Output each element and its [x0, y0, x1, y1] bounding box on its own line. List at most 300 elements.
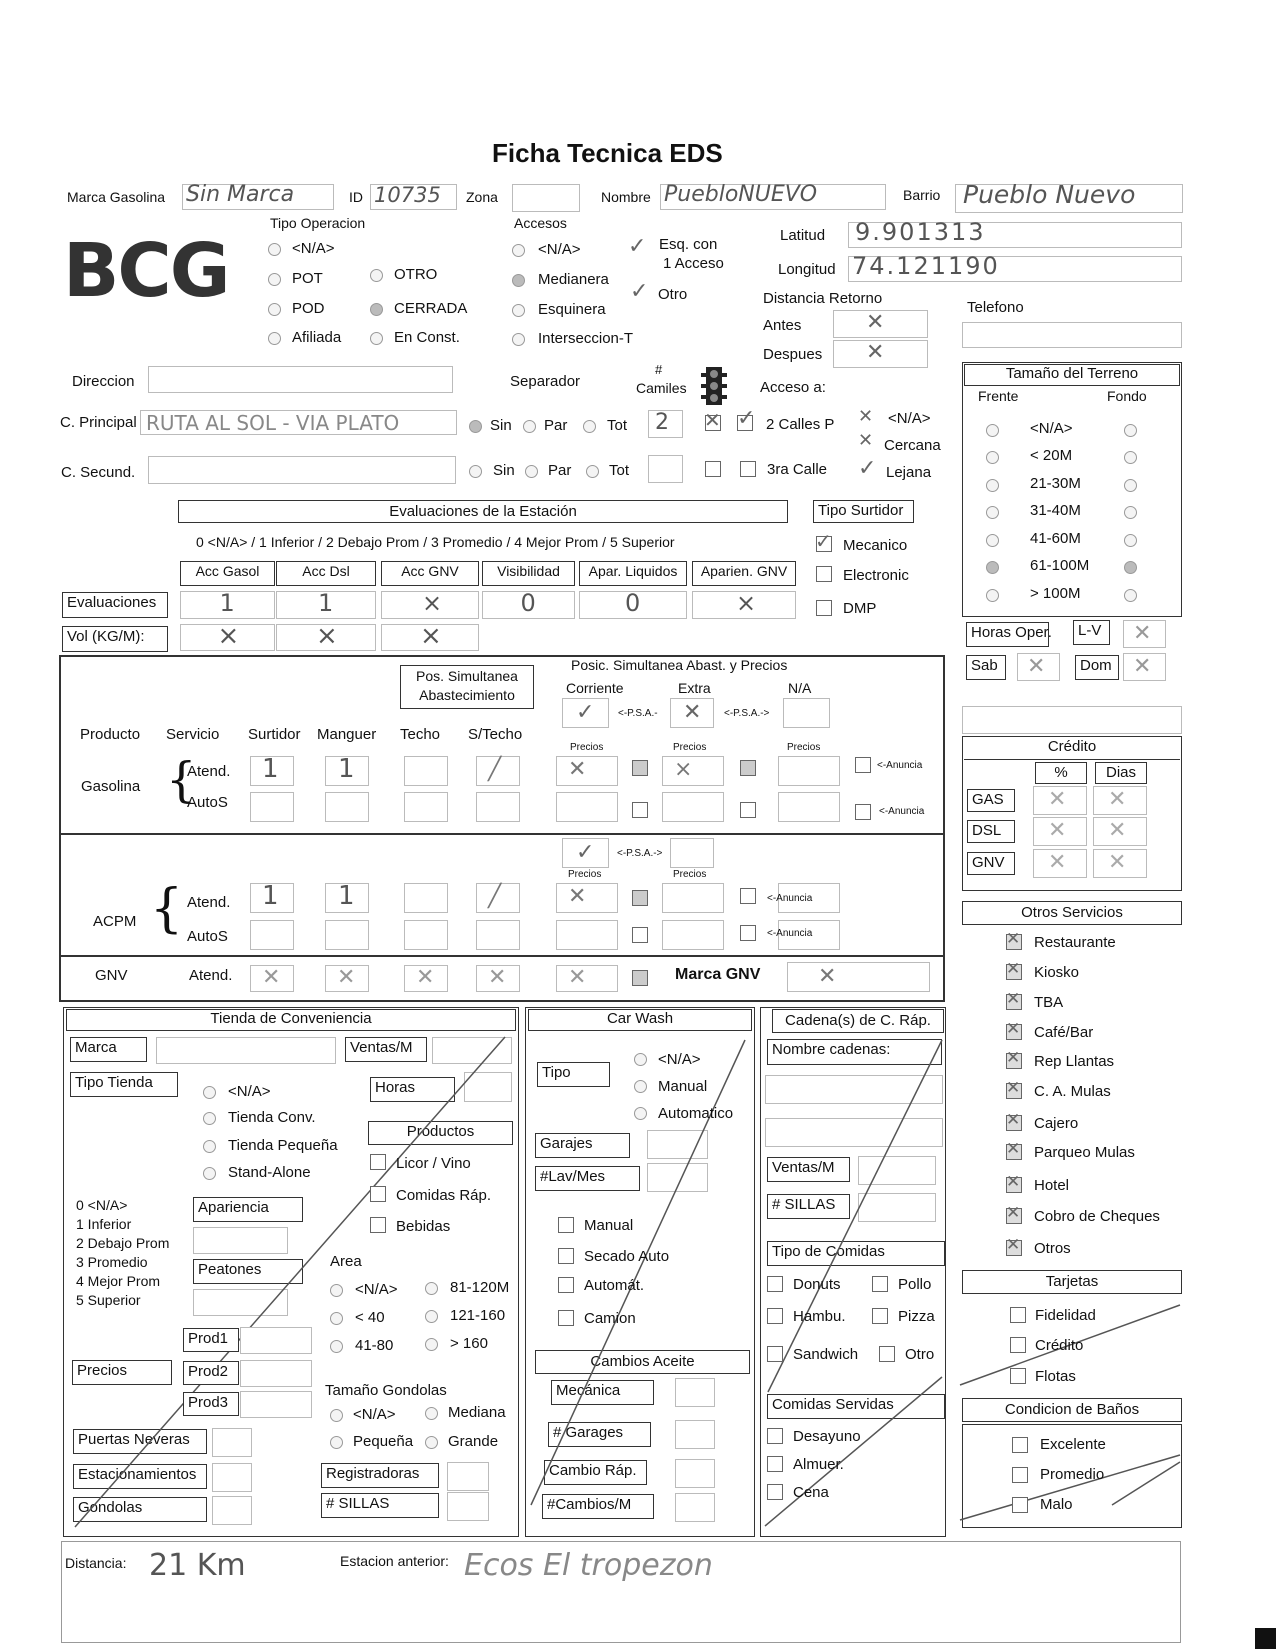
otros-label-5: C. A. Mulas	[1034, 1083, 1111, 1100]
otros-label-6: Cajero	[1034, 1115, 1079, 1132]
cprincipal-tot-value: 2	[655, 410, 669, 435]
banos-title: Condicion de Baños	[962, 1398, 1182, 1422]
dos-calles-mark: ✓	[737, 406, 756, 431]
comida-chk-4[interactable]	[767, 1346, 783, 1362]
tienda-tipo-radio-3[interactable]	[203, 1167, 216, 1180]
cadena-ventas-label: Ventas/M	[767, 1157, 850, 1182]
tipo-op-otro-label: OTRO	[394, 266, 438, 283]
gnv-x-4: ✕	[568, 965, 587, 990]
tienda-prod-label-1: Comidas Ráp.	[396, 1187, 492, 1204]
acpm-precios-2: Precios	[673, 869, 707, 880]
acpm-autos-anuncia-chk[interactable]	[740, 925, 756, 941]
eval-value-1: 1	[318, 589, 334, 617]
gnv-chk[interactable]	[632, 970, 648, 986]
acpm-autos-field-5[interactable]	[662, 920, 724, 950]
terreno-frente-radio-0[interactable]	[986, 424, 999, 437]
tienda-scale-3: 3 Promedio	[76, 1254, 148, 1270]
terreno-frente-radio-5[interactable]	[986, 561, 999, 574]
zona-label: Zona	[466, 189, 498, 205]
tienda-prod-chk-0[interactable]	[370, 1154, 386, 1170]
area-label-5: > 160	[450, 1335, 488, 1352]
eval-col-1: Acc Dsl	[276, 561, 376, 586]
terreno-fondo-radio-4[interactable]	[1124, 534, 1137, 547]
antes-label: Antes	[763, 317, 802, 334]
acpm-autos-anuncia: <-Anuncia	[767, 928, 813, 939]
gond-radio-1[interactable]	[425, 1407, 438, 1420]
gas-autos-field-6[interactable]	[778, 792, 840, 822]
serv-col-3: Manguer	[317, 726, 377, 743]
tipo-comidas-label: Tipo de Comidas	[767, 1241, 945, 1266]
comida-label-3: Pizza	[898, 1308, 935, 1325]
gas-precios-3: Precios	[787, 742, 821, 753]
cw-tipo-radio-2[interactable]	[634, 1107, 647, 1120]
area-radio-1[interactable]	[330, 1312, 343, 1325]
psa-corriente-mark: ✓	[576, 700, 595, 725]
gond-radio-0[interactable]	[330, 1409, 343, 1422]
eval-col-0: Acc Gasol	[180, 561, 275, 586]
otros-mark-0: ✕	[1006, 929, 1021, 949]
acpm-surt-val: 1	[262, 881, 279, 911]
extra-label: Extra	[678, 680, 711, 696]
otros-mark-8: ✕	[1006, 1172, 1021, 1192]
longitud-label: Longitud	[778, 261, 836, 278]
servida-label-0: Desayuno	[793, 1428, 861, 1445]
evaluaciones-scale: 0 <N/A> / 1 Inferior / 2 Debajo Prom / 3 Promedio / 4 Mejor Prom / 5 Superior	[196, 534, 675, 550]
carwash-title: Car Wash	[528, 1009, 752, 1031]
area-radio-4[interactable]	[425, 1310, 438, 1323]
serv-col-4: Techo	[400, 726, 441, 743]
banos-label-1: Promedio	[1040, 1466, 1105, 1483]
acpm-autos-field-2[interactable]	[404, 920, 448, 950]
tarjetas-title: Tarjetas	[962, 1270, 1182, 1294]
otros-mark-4: ✕	[1006, 1048, 1021, 1068]
servida-chk-2[interactable]	[767, 1484, 783, 1500]
comida-label-5: Otro	[905, 1346, 935, 1363]
terreno-fondo-radio-5[interactable]	[1124, 561, 1137, 574]
cw-tipo-label-0: <N/A>	[658, 1051, 701, 1068]
distancia-value: 21 Km	[149, 1548, 246, 1583]
comida-label-1: Pollo	[898, 1276, 932, 1293]
posic-title: Posic. Simultanea Abast. y Precios	[571, 657, 788, 673]
corriente-label: Corriente	[566, 680, 624, 696]
tienda-productos-label: Productos	[368, 1121, 513, 1145]
acpm-brace: {	[150, 879, 184, 939]
acpm-autos-field-1[interactable]	[325, 920, 369, 950]
gas-precios-1: Precios	[570, 742, 604, 753]
comida-label-4: Sandwich	[793, 1346, 859, 1363]
bcg-logo: BCG	[63, 228, 229, 314]
cw-item-chk-1[interactable]	[558, 1248, 574, 1264]
cw-item-chk-2[interactable]	[558, 1277, 574, 1293]
tienda-scale-5: 5 Superior	[76, 1292, 141, 1308]
gasolina-label: Gasolina	[81, 778, 141, 795]
acceso-a-label: Acceso a:	[760, 379, 826, 396]
strike-line-3	[768, 1040, 942, 1392]
area-radio-0[interactable]	[330, 1284, 343, 1297]
tarjetas-check-2[interactable]	[1010, 1368, 1026, 1384]
surtidor-mecanico-label: Mecanico	[843, 537, 908, 554]
longitud-value: 74.121190	[852, 252, 1000, 280]
otros-label-7: Parqueo Mulas	[1034, 1144, 1135, 1161]
despues-x-mark: ✕	[866, 340, 885, 365]
comida-chk-2[interactable]	[767, 1308, 783, 1324]
eval-col-4: Apar. Liquidos	[579, 561, 687, 586]
comida-chk-1[interactable]	[872, 1276, 888, 1292]
tienda-tipo-label-2: Tienda Pequeña	[228, 1137, 338, 1154]
otros-label-9: Cobro de Cheques	[1034, 1208, 1160, 1225]
servida-chk-0[interactable]	[767, 1428, 783, 1444]
acpm-atend-anuncia: <-Anuncia	[767, 893, 813, 904]
acpm-autos-chk[interactable]	[632, 927, 648, 943]
acceso-interseccion-label: Interseccion-T	[538, 330, 634, 347]
tienda-prod-box-1: Prod2	[183, 1361, 239, 1385]
comida-label-0: Donuts	[793, 1276, 841, 1293]
terreno-option-3: 31-40M	[1030, 502, 1081, 519]
servida-chk-1[interactable]	[767, 1456, 783, 1472]
area-label-1: < 40	[355, 1309, 385, 1326]
gas-autos-field-5[interactable]	[662, 792, 724, 822]
comida-chk-5[interactable]	[879, 1346, 895, 1362]
terreno-option-6: > 100M	[1030, 585, 1081, 602]
comida-chk-3[interactable]	[872, 1308, 888, 1324]
banos-check-2[interactable]	[1012, 1497, 1028, 1513]
gas-atend-mark-3: ╱	[488, 757, 502, 782]
otros-mark-1: ✕	[1006, 959, 1021, 979]
marca-value: Sin Marca	[186, 182, 295, 207]
gasolina-atend: Atend.	[187, 763, 231, 780]
acpm-atend: Atend.	[187, 894, 231, 911]
gas-atend-anuncia-chk[interactable]	[855, 757, 871, 773]
otros-mark-2: ✕	[1006, 989, 1021, 1009]
gnv-atend: Atend.	[189, 967, 233, 984]
gond-radio-2[interactable]	[330, 1436, 343, 1449]
lejana-label: Lejana	[886, 464, 932, 481]
comida-label-2: Hambu.	[793, 1308, 846, 1325]
terreno-frente-radio-3[interactable]	[986, 506, 999, 519]
gasolina-brace: {	[166, 752, 197, 808]
vol-value-1: ×	[316, 621, 338, 651]
credito-label-2: GNV	[967, 852, 1015, 875]
tienda-tipo-label-1: Tienda Conv.	[228, 1109, 316, 1126]
carwash-tipo-label: Tipo	[537, 1062, 610, 1087]
tienda-tipo-radio-1[interactable]	[203, 1112, 216, 1125]
terreno-option-5: 61-100M	[1030, 557, 1090, 574]
cw-item-label-1: Secado Auto	[584, 1248, 670, 1265]
gas-autos-field-3[interactable]	[476, 792, 520, 822]
banos-label-0: Excelente	[1040, 1436, 1106, 1453]
tienda-horas-label: Horas	[370, 1077, 455, 1102]
tipo-surtidor-label: Tipo Surtidor	[813, 500, 914, 523]
cw-item-chk-0[interactable]	[558, 1217, 574, 1233]
camiles-x-mark: ✕	[704, 408, 721, 432]
marca-gnv-x: ✕	[818, 964, 837, 989]
area-label-3: 81-120M	[450, 1279, 510, 1296]
gas-autos-field-0[interactable]	[250, 792, 294, 822]
tarjetas-check-1[interactable]	[1010, 1337, 1026, 1353]
otros-label-1: Kiosko	[1034, 964, 1080, 981]
tarjetas-check-0[interactable]	[1010, 1307, 1026, 1323]
gas-autos-anuncia-chk[interactable]	[855, 804, 871, 820]
gas-autos-chk1[interactable]	[632, 802, 648, 818]
otros-label-4: Rep Llantas	[1034, 1053, 1115, 1070]
surtidor-dmp-label: DMP	[843, 600, 877, 617]
tienda-scale-0: 0 <N/A>	[76, 1197, 128, 1213]
acpm-precios-1: Precios	[568, 869, 602, 880]
acceso-medianera-label: Medianera	[538, 271, 609, 288]
tienda-prod-field-1[interactable]	[240, 1360, 312, 1387]
gnv-x-1: ✕	[337, 965, 356, 990]
separador-label: Separador	[510, 373, 581, 390]
gas-atend-anuncia: <-Anuncia	[877, 760, 923, 771]
strike-line-6	[1112, 1462, 1180, 1505]
acceso-na-mark: ✕	[858, 406, 874, 427]
terreno-fondo-radio-0[interactable]	[1124, 424, 1137, 437]
gas-atend-field-2[interactable]	[404, 756, 448, 786]
terreno-option-4: 41-60M	[1030, 530, 1081, 547]
area-label-0: <N/A>	[355, 1281, 398, 1298]
gond-label-1: Mediana	[448, 1404, 506, 1421]
carwash-garajes-label: Garajes	[535, 1133, 630, 1158]
lejana-mark: ✓	[858, 456, 877, 481]
acpm-atend-anuncia-chk[interactable]	[740, 888, 756, 904]
acpm-atend-field-5[interactable]	[662, 883, 724, 913]
cadena-nombre-label: Nombre cadenas:	[767, 1039, 942, 1065]
barrio-value: Pueblo Nuevo	[963, 180, 1136, 209]
tienda-prod-field-0[interactable]	[240, 1327, 312, 1354]
antes-x-mark: ✕	[866, 310, 885, 335]
area-radio-2[interactable]	[330, 1340, 343, 1353]
direccion-label: Direccion	[72, 373, 135, 390]
gas-autos-field-2[interactable]	[404, 792, 448, 822]
terreno-frente-radio-1[interactable]	[986, 451, 999, 464]
acpm-autos-field-0[interactable]	[250, 920, 294, 950]
marca-gnv-label: Marca GNV	[675, 966, 761, 983]
tienda-prod-chk-2[interactable]	[370, 1217, 386, 1233]
acpm-autos: AutoS	[187, 928, 228, 945]
gnv-field-4[interactable]	[556, 965, 618, 992]
distancia-label: Distancia:	[65, 1555, 127, 1571]
comida-chk-0[interactable]	[767, 1276, 783, 1292]
terreno-fondo-radio-2[interactable]	[1124, 479, 1137, 492]
telefono-label: Telefono	[967, 299, 1024, 316]
eval-value-0: 1	[219, 589, 235, 617]
gnv-x-3: ✕	[488, 965, 507, 990]
tarjetas-label-1: Crédito	[1035, 1337, 1084, 1354]
psa-left-label: <-P.S.A.-	[618, 708, 658, 719]
gas-autos-chk2[interactable]	[740, 802, 756, 818]
tienda-scale-1: 1 Inferior	[76, 1216, 132, 1232]
serv-col-5: S/Techo	[468, 726, 523, 743]
servida-label-1: Almuer.	[793, 1456, 844, 1473]
terreno-fondo-radio-1[interactable]	[1124, 451, 1137, 464]
horas-dom-x-mark: ✕	[1133, 654, 1152, 679]
otros-mark-3: ✕	[1006, 1019, 1021, 1039]
otros-mark-5: ✕	[1006, 1078, 1021, 1098]
terreno-frente: Frente	[978, 388, 1019, 404]
credito-label-0: GAS	[967, 789, 1015, 812]
serv-col-1: Servicio	[166, 726, 220, 743]
comidas-servidas-label: Comidas Servidas	[767, 1394, 945, 1419]
mecanica-label: Mecánica	[551, 1380, 654, 1405]
eval-value-5: ×	[736, 589, 757, 617]
gond-label-3: Grande	[448, 1433, 499, 1450]
pos-sim-line1: Pos. Simultanea	[416, 668, 518, 684]
dos-calles-label: 2 Calles P	[766, 416, 835, 433]
esq-check-mark[interactable]: ✓	[628, 234, 647, 259]
horas-oper-label: Horas Oper.	[966, 622, 1049, 647]
cadena-sillas-label: # SILLAS	[767, 1194, 850, 1219]
latitud-value: 9.901313	[855, 218, 986, 246]
terreno-frente-radio-2[interactable]	[986, 479, 999, 492]
area-label-4: 121-160	[450, 1307, 506, 1324]
acpm-atend-chk[interactable]	[632, 890, 648, 906]
terreno-option-0: <N/A>	[1030, 420, 1073, 437]
tienda-prod-box-0: Prod1	[183, 1328, 239, 1352]
tipo-op-na-label: <N/A>	[292, 240, 335, 257]
cw-tipo-radio-0[interactable]	[634, 1053, 647, 1066]
cw-item-chk-3[interactable]	[558, 1310, 574, 1326]
eval-col-2: Acc GNV	[381, 561, 479, 586]
latitud-label: Latitud	[780, 227, 826, 244]
banos-check-1[interactable]	[1012, 1467, 1028, 1483]
psa-right-label: <-P.S.A.->	[724, 708, 770, 719]
gas-autos-field-4[interactable]	[556, 792, 618, 822]
pos-sim-line2: Abastecimiento	[419, 687, 515, 703]
acceso-na-option: <N/A>	[888, 410, 931, 427]
tienda-precios-label: Precios	[72, 1360, 172, 1385]
gas-surt-val: 1	[262, 754, 279, 784]
gas-autos-anuncia: <-Anuncia	[879, 806, 925, 817]
cprincipal-value: RUTA AL SOL - VIA PLATO	[146, 411, 400, 435]
nombre-label: Nombre	[601, 189, 651, 205]
acpm-autos-field-3[interactable]	[476, 920, 520, 950]
banos-check-0[interactable]	[1012, 1437, 1028, 1453]
cw-item-label-2: Automát.	[584, 1277, 645, 1294]
acpm-autos-field-4[interactable]	[556, 920, 618, 950]
gas-atend-field-6[interactable]	[778, 756, 840, 786]
barrio-label: Barrio	[903, 187, 941, 203]
terreno-fondo-radio-6[interactable]	[1124, 589, 1137, 602]
otro-acceso-mark[interactable]: ✓	[630, 279, 649, 304]
gas-atend-chk2[interactable]	[740, 760, 756, 776]
gas-atend-mark-5: ⨯	[674, 757, 693, 782]
vol-value-0: ×	[217, 621, 240, 651]
credito-title: Crédito	[964, 738, 1180, 760]
gas-atend-field-5[interactable]	[662, 756, 724, 786]
credito-pct-x-0: ✕	[1048, 787, 1067, 812]
tienda-prod-label-0: Licor / Vino	[396, 1155, 471, 1172]
acpm-atend-mark-4: ✕	[568, 884, 587, 909]
horas-lv-x-mark: ✕	[1133, 621, 1152, 646]
tienda-tipo-label: Tipo Tienda	[70, 1072, 178, 1097]
gnv-x-2: ✕	[416, 965, 435, 990]
acpm-label: ACPM	[93, 913, 137, 930]
otros-label-10: Otros	[1034, 1240, 1071, 1257]
distancia-retorno-label: Distancia Retorno	[763, 290, 883, 307]
banos-label-2: Malo	[1040, 1496, 1073, 1513]
tienda-puertas-label: Puertas Neveras	[73, 1429, 207, 1454]
surtidor-electronic-label: Electronic	[843, 567, 909, 584]
gas-atend-field-4[interactable]	[556, 756, 618, 786]
csecund-tot-label: Tot	[609, 462, 630, 479]
gas-atend-chk1[interactable]	[632, 760, 648, 776]
camiles-hash: #	[655, 362, 663, 377]
area-radio-3[interactable]	[425, 1282, 438, 1295]
vol-value-2: ×	[420, 621, 442, 651]
area-radio-5[interactable]	[425, 1338, 438, 1351]
cercana-label: Cercana	[884, 437, 941, 454]
tienda-prod-field-2[interactable]	[240, 1391, 312, 1418]
gond-label-2: Pequeña	[353, 1433, 414, 1450]
tienda-tipo-label-3: Stand-Alone	[228, 1164, 311, 1181]
strike-line-2	[765, 1377, 942, 1526]
marca-label: Marca Gasolina	[67, 189, 166, 205]
cadena-title: Cadena(s) de C. Ráp.	[772, 1009, 944, 1033]
tres-calle-label: 3ra Calle	[767, 461, 828, 478]
otros-mark-10: ✕	[1006, 1235, 1021, 1255]
acpm-mang-val: 1	[338, 881, 355, 911]
terreno-frente-radio-4[interactable]	[986, 534, 999, 547]
tienda-marca-label: Marca	[70, 1037, 147, 1062]
tienda-prod-chk-1[interactable]	[370, 1186, 386, 1202]
gnv-x-0: ✕	[262, 965, 281, 990]
terreno-fondo-radio-3[interactable]	[1124, 506, 1137, 519]
terreno-frente-radio-6[interactable]	[986, 589, 999, 602]
page-title: Ficha Tecnica EDS	[492, 138, 723, 168]
ngarages-label: # Garages	[548, 1422, 651, 1447]
area-label-2: 41-80	[355, 1337, 394, 1354]
na-label: N/A	[788, 680, 812, 696]
otros-label-2: TBA	[1034, 994, 1064, 1011]
cw-tipo-label-2: Automatico	[658, 1105, 734, 1122]
acceso-esquinera-label: Esquinera	[538, 301, 606, 318]
acpm-atend-field-4[interactable]	[556, 883, 618, 913]
accesos-label: Accesos	[514, 215, 567, 231]
tienda-prod-label-2: Bebidas	[396, 1218, 451, 1235]
tienda-tipo-radio-2[interactable]	[203, 1140, 216, 1153]
serv-col-2: Surtidor	[248, 726, 301, 743]
terreno-title: Tamaño del Terreno	[964, 364, 1180, 386]
cw-item-label-0: Manual	[584, 1217, 634, 1234]
tienda-sillas-label: # SILLAS	[321, 1493, 439, 1518]
tienda-prod-box-2: Prod3	[183, 1392, 239, 1416]
tienda-tipo-radio-0[interactable]	[203, 1086, 216, 1099]
csecund-sin-label: Sin	[493, 462, 515, 479]
tarjetas-label-2: Flotas	[1035, 1368, 1076, 1385]
otros-mark-9: ✕	[1006, 1203, 1021, 1223]
otros-mark-6: ✕	[1006, 1110, 1021, 1130]
credito-pct-x-1: ✕	[1048, 818, 1067, 843]
cambios-m-label: #Cambios/M	[542, 1494, 654, 1519]
acpm-atend-field-2[interactable]	[404, 883, 448, 913]
cprincipal-par-label: Par	[544, 417, 568, 434]
gas-autos-field-1[interactable]	[325, 792, 369, 822]
eval-value-2: ×	[422, 589, 443, 617]
eval-value-4: 0	[625, 589, 641, 617]
tipo-op-pod-label: POD	[292, 300, 325, 317]
csecund-label: C. Secund.	[61, 464, 136, 481]
tarjetas-label-0: Fidelidad	[1035, 1307, 1096, 1324]
otros-servicios-title: Otros Servicios	[962, 901, 1182, 925]
tipo-op-pot-label: POT	[292, 270, 323, 287]
gnv-label: GNV	[95, 967, 128, 984]
otros-label-0: Restaurante	[1034, 934, 1116, 951]
gond-radio-3[interactable]	[425, 1436, 438, 1449]
acpm-psa-label: <-P.S.A.->	[617, 848, 663, 859]
cprincipal-label: C. Principal	[60, 414, 137, 431]
cw-tipo-radio-1[interactable]	[634, 1080, 647, 1093]
credito-dias-x-0: ✕	[1108, 787, 1127, 812]
